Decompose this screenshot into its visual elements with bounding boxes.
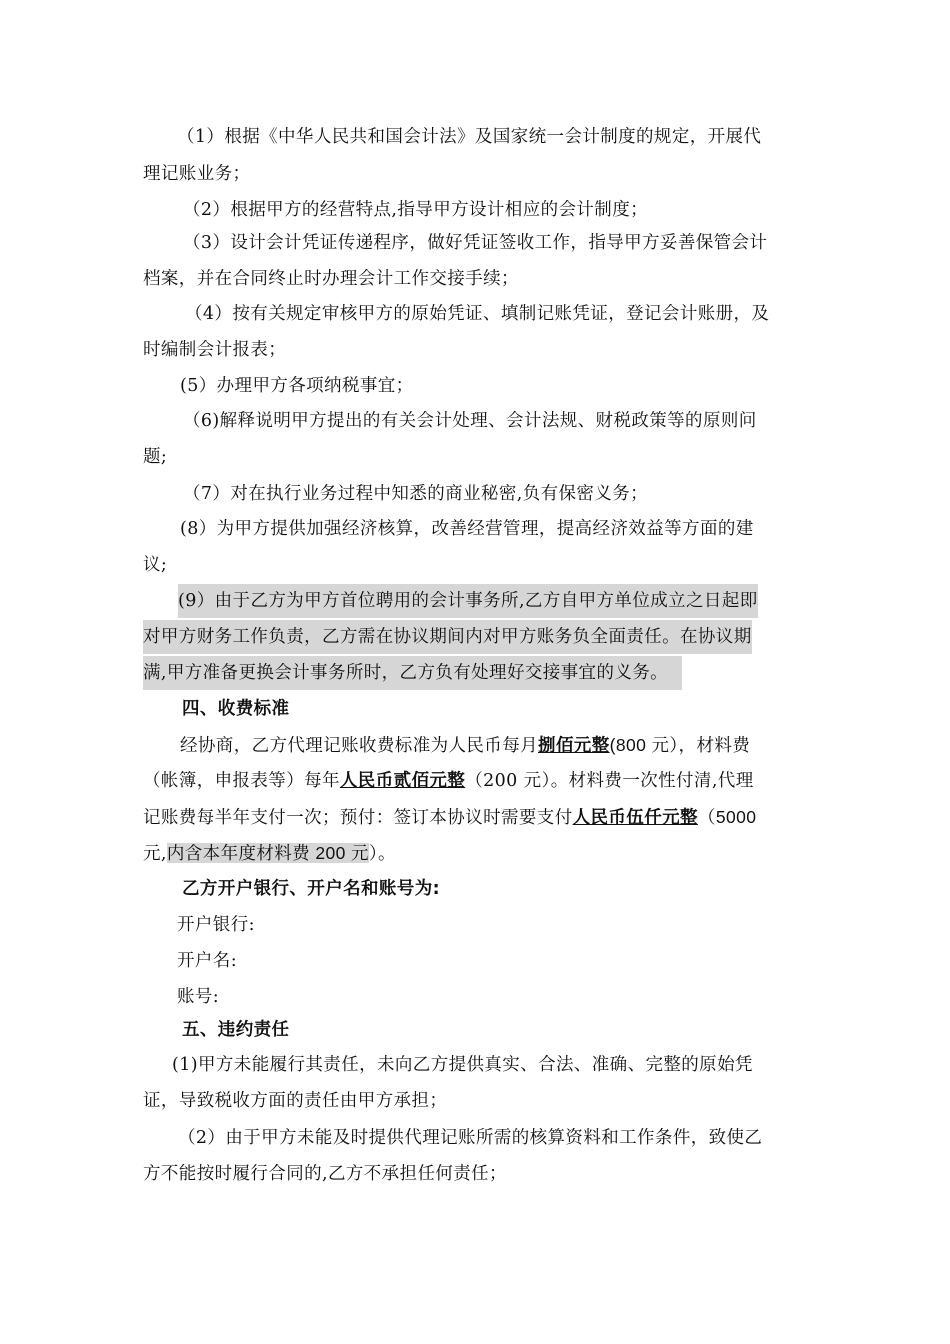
fee-line-3-text: 记账费每半年支付一次；预付：签订本协议时需要支付: [143, 808, 573, 828]
account-number-label: 账号:: [177, 987, 220, 1007]
breach-1-line-2: 证，导致税收方面的责任由甲方承担；: [143, 1091, 448, 1111]
clause-6-line-1: （6)解释说明甲方提出的有关会计处理、会计法规、财税政策等的原则问: [183, 411, 757, 431]
clause-4-line-1: （4）按有关规定审核甲方的原始凭证、填制记账凭证，登记会计账册，及: [185, 304, 770, 324]
bank-info-heading: 乙方开户银行、开户名和账号为:: [182, 879, 440, 899]
fee-material-included: 内含本年度材料费 200 元: [166, 843, 369, 863]
fee-line-3-tail: （5000: [697, 807, 757, 827]
clause-4-line-2: 时编制会计报表；: [143, 340, 287, 360]
clause-1-line-2: 理记账业务；: [143, 164, 251, 184]
clause-9-line-1: (9）由于乙方为甲方首位聘用的会计事务所,乙方自甲方单位成立之日起即: [178, 584, 758, 618]
fee-monthly-amount: 捌佰元整: [538, 736, 610, 756]
fee-line-4: [143, 836, 396, 870]
clause-3-line-1: （3）设计会计凭证传递程序，做好凭证签收工作，指导甲方妥善保管会计: [183, 233, 768, 253]
clause-5: (5）办理甲方各项纳税事宜；: [180, 376, 414, 396]
section-5-heading: 五、违约责任: [182, 1020, 290, 1040]
fee-line-1: [180, 728, 750, 762]
clause-7: （7）对在执行业务过程中知悉的商业秘密,负有保密义务；: [183, 484, 648, 504]
clause-2: （2）根据甲方的经营特点,指导甲方设计相应的会计制度；: [183, 200, 648, 220]
fee-prepay-amount: 人民币伍仟元整: [572, 808, 698, 828]
clause-9-line-2: 对甲方财务工作负责，乙方需在协议期间内对甲方账务负全面责任。在协议期: [143, 620, 752, 654]
fee-line-3: [143, 800, 756, 834]
clause-9-line-3: 满,甲方准备更换会计事务所时，乙方负有处理好交接事宜的义务。: [143, 656, 682, 690]
fee-line-1-text: 经协商，乙方代理记账收费标准为人民币每月: [180, 736, 538, 756]
clause-1-line-1: （1）根据《中华人民共和国会计法》及国家统一会计制度的规定，开展代: [177, 127, 762, 147]
breach-2-line-1: （2）由于甲方未能及时提供代理记账所需的核算资料和工作条件，致使乙: [178, 1128, 763, 1148]
clause-8-line-1: (8）为甲方提供加强经济核算，改善经营管理，提高经济效益等方面的建: [180, 519, 754, 539]
clause-3-line-2: 档案，并在合同终止时办理会计工作交接手续；: [143, 269, 519, 289]
clause-6-line-2: 题;: [143, 447, 168, 467]
fee-material-amount: 人民币贰佰元整: [339, 771, 466, 791]
account-name-label: 开户名:: [177, 951, 237, 971]
fee-line-2-tail: （200 元）。材料费一次性付清,代理: [465, 771, 754, 791]
fee-line-4-text: 元,: [143, 844, 167, 864]
clause-8-line-2: 议;: [143, 555, 168, 575]
breach-2-line-2: 方不能按时履行合同的,乙方不承担任何责任；: [143, 1164, 507, 1184]
fee-line-4-tail: ）。: [368, 844, 396, 864]
breach-1-line-1: (1)甲方未能履行其责任，未向乙方提供真实、合法、准确、完整的原始凭: [172, 1055, 753, 1075]
section-4-heading: 四、收费标准: [182, 699, 290, 719]
fee-line-2: [143, 764, 754, 798]
fee-line-2-text: （帐簿，申报表等）每年: [143, 771, 340, 791]
bank-name-label: 开户银行:: [177, 915, 255, 935]
fee-line-1-tail: (800 元），材料费: [609, 735, 751, 755]
